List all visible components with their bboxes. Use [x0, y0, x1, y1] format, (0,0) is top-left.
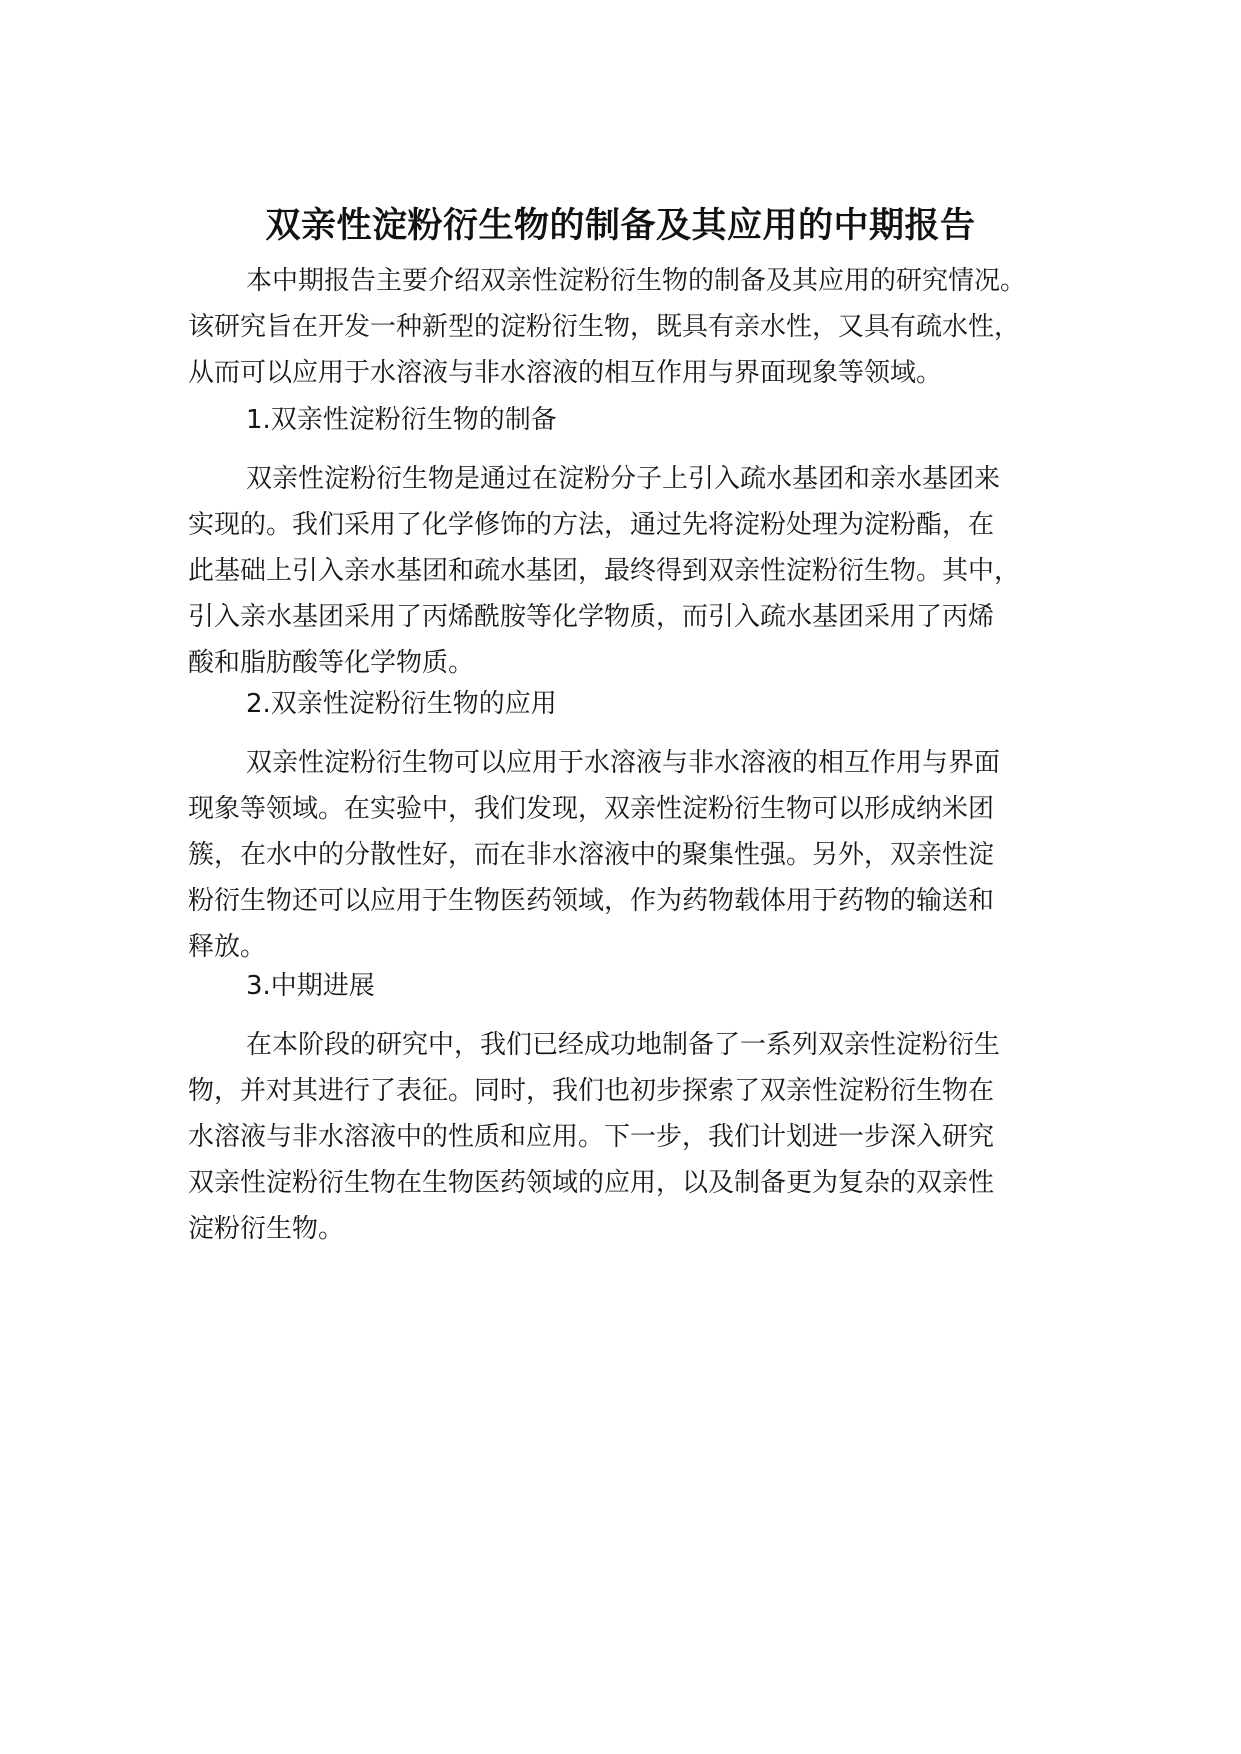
paragraph-line: 双亲性淀粉衍生物在生物医药领域的应用，以及制备更为复杂的双亲性 [188, 1168, 995, 1198]
section-paragraph-application [188, 740, 1093, 970]
paragraph-line: 双亲性淀粉衍生物是通过在淀粉分子上引入疏水基团和亲水基团来 [246, 464, 1001, 494]
paragraph-line: 粉衍生物还可以应用于生物医药领域，作为药物载体用于药物的输送和 [188, 886, 995, 916]
paragraph-line: 实现的。我们采用了化学修饰的方法，通过先将淀粉处理为淀粉酯，在 [188, 510, 995, 540]
section-paragraph-preparation [188, 456, 1093, 686]
section-paragraph-progress [188, 1022, 1093, 1252]
paragraph-line: 从而可以应用于水溶液与非水溶液的相互作用与界面现象等领域。 [188, 358, 943, 388]
paragraph-line: 现象等领域。在实验中，我们发现，双亲性淀粉衍生物可以形成纳米团 [188, 794, 995, 824]
paragraph-line: 酸和脂肪酸等化学物质。 [188, 648, 475, 678]
paragraph-line: 引入亲水基团采用了丙烯酰胺等化学物质，而引入疏水基团采用了丙烯 [188, 602, 995, 632]
paragraph-line: 簇，在水中的分散性好，而在非水溶液中的聚集性强。另外，双亲性淀 [188, 840, 995, 870]
section-heading-preparation: 1.双亲性淀粉衍生物的制备 [246, 405, 557, 435]
section-heading-progress: 3.中期进展 [246, 971, 375, 1001]
paragraph-line: 在本阶段的研究中，我们已经成功地制备了一系列双亲性淀粉衍生 [246, 1030, 1001, 1060]
paragraph-line: 物，并对其进行了表征。同时，我们也初步探索了双亲性淀粉衍生物在 [188, 1076, 995, 1106]
paragraph-line: 释放。 [188, 932, 267, 962]
intro-paragraph [188, 258, 1093, 396]
paragraph-line: 此基础上引入亲水基团和疏水基团，最终得到双亲性淀粉衍生物。其中， [188, 556, 1021, 586]
document-title: 双亲性淀粉衍生物的制备及其应用的中期报告 [265, 206, 976, 247]
paragraph-line: 双亲性淀粉衍生物可以应用于水溶液与非水溶液的相互作用与界面 [246, 748, 1001, 778]
paragraph-line: 本中期报告主要介绍双亲性淀粉衍生物的制备及其应用的研究情况。 [246, 266, 1027, 296]
paragraph-line: 该研究旨在开发一种新型的淀粉衍生物，既具有亲水性，又具有疏水性， [188, 312, 1021, 342]
paragraph-line: 水溶液与非水溶液中的性质和应用。下一步，我们计划进一步深入研究 [188, 1122, 995, 1152]
section-heading-application: 2.双亲性淀粉衍生物的应用 [246, 689, 557, 719]
paragraph-line: 淀粉衍生物。 [188, 1214, 345, 1244]
